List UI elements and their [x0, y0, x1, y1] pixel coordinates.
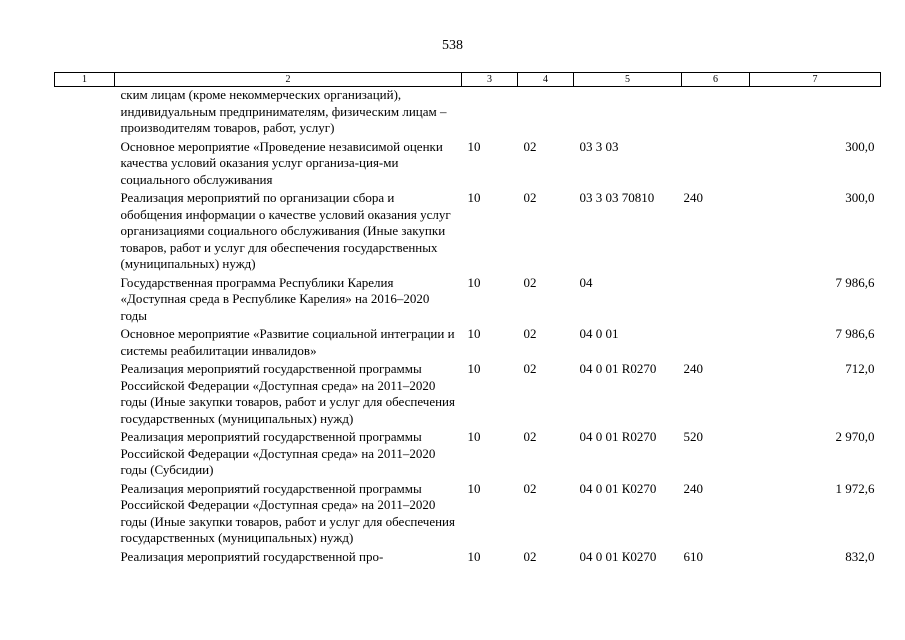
- table-row: [55, 275, 881, 327]
- row-name: Реализация мероприятий государственной программы Российской Федерации «Доступная среда» на 2011–2020 годы (Субсидии): [120, 429, 436, 477]
- table-row: [55, 326, 881, 361]
- row-section: 10: [467, 274, 481, 290]
- row-name: Реализация мероприятий по организации сбора и обобщения информации о качестве условий оказания услуг организациями социального обслуживания (Иные закупки товаров, работ и услуг для обеспечения государственных (муниципальных) нужд): [120, 190, 451, 271]
- table-row: [55, 87, 881, 139]
- header-row: [55, 73, 881, 87]
- row-name: Основное мероприятие «Развитие социальной интеграции и системы реабилитации инвалидов»: [120, 326, 455, 358]
- header-col-6: 6: [682, 73, 750, 87]
- row-target-article: [574, 87, 682, 139]
- table-row: [55, 190, 881, 275]
- row-amount: [750, 87, 881, 139]
- table-row: [55, 429, 881, 481]
- row-amount: 1 972,6: [835, 480, 875, 496]
- row-section: 10: [467, 190, 481, 205]
- row-amount: 7 986,6: [835, 274, 875, 290]
- row-amount: 832,0: [845, 548, 875, 564]
- row-expense-type: 240: [683, 361, 703, 376]
- row-name: ским лицам (кроме некоммерческих организаций), индивидуальным предпринимателям, физическим лицам – производителям товаров, работ, услуг): [120, 87, 447, 135]
- header-col-4: 4: [518, 73, 574, 87]
- row-target-article: 03 3 03 70810: [579, 190, 655, 205]
- row-subsection: 02: [523, 190, 537, 205]
- row-expense-type: 610: [683, 548, 703, 564]
- row-subsection: 02: [523, 138, 537, 154]
- table-body: [55, 87, 881, 568]
- row-subsection: 02: [523, 326, 537, 341]
- budget-table: [54, 72, 881, 567]
- row-amount: 300,0: [845, 138, 875, 154]
- header-col-1: 1: [55, 73, 115, 87]
- row-target-article: 04 0 01 К0270: [579, 548, 657, 564]
- row-amount: 712,0: [845, 361, 875, 376]
- row-name: Реализация мероприятий государственной про-: [120, 548, 384, 564]
- table-row: [55, 361, 881, 429]
- row-target-article: 04 0 01 К0270: [579, 480, 657, 496]
- row-target-article: 04 0 01 R0270: [579, 361, 657, 376]
- row-section: 10: [467, 429, 481, 444]
- row-section: 10: [467, 548, 481, 564]
- row-name: Основное мероприятие «Проведение независимой оценки качества условий оказания услуг организа-ция-ми социального обслуживания: [120, 138, 443, 187]
- row-name: Реализация мероприятий государственной программы Российской Федерации «Доступная среда» на 2011–2020 годы (Иные закупки товаров, работ и услуг для обеспечения государственных (муниципальных) нужд): [120, 480, 455, 545]
- row-section: 10: [467, 480, 481, 496]
- table-header: [55, 73, 881, 87]
- row-expense-type: [682, 326, 750, 361]
- table-row: [55, 549, 881, 568]
- row-name: Государственная программа Республики Карелия «Доступная среда в Республике Карелия» на 2016–2020 годы: [120, 274, 430, 323]
- row-name: Реализация мероприятий государственной программы Российской Федерации «Доступная среда» на 2011–2020 годы (Иные закупки товаров, работ и услуг для обеспечения государственных (муниципальных) нужд): [120, 361, 455, 426]
- row-expense-type: [682, 139, 750, 191]
- page-number: 538: [442, 38, 463, 53]
- row-subsection: 02: [523, 274, 537, 290]
- table-row: [55, 139, 881, 191]
- row-subsection: 02: [523, 361, 537, 376]
- row-amount: 300,0: [845, 190, 875, 205]
- row-expense-type: [682, 275, 750, 327]
- header-col-2: 2: [115, 73, 462, 87]
- row-subsection: 02: [523, 548, 537, 564]
- row-amount: 7 986,6: [835, 326, 875, 341]
- header-col-5: 5: [574, 73, 682, 87]
- row-target-article: 04 0 01 R0270: [579, 429, 657, 444]
- row-subsection: [518, 87, 574, 139]
- row-expense-type: 240: [683, 190, 703, 205]
- row-expense-type: 240: [683, 480, 703, 496]
- row-section: 10: [467, 138, 481, 154]
- row-section: 10: [467, 326, 481, 341]
- row-expense-type: [682, 87, 750, 139]
- table-row: [55, 481, 881, 549]
- row-section: 10: [467, 361, 481, 376]
- row-target-article: 04 0 01: [579, 326, 619, 341]
- row-target-article: 04: [579, 274, 593, 290]
- row-section: [462, 87, 518, 139]
- row-amount: 2 970,0: [835, 429, 875, 444]
- header-col-7: 7: [750, 73, 881, 87]
- row-subsection: 02: [523, 480, 537, 496]
- row-expense-type: 520: [683, 429, 703, 444]
- header-col-3: 3: [462, 73, 518, 87]
- row-target-article: 03 3 03: [579, 138, 619, 154]
- row-subsection: 02: [523, 429, 537, 444]
